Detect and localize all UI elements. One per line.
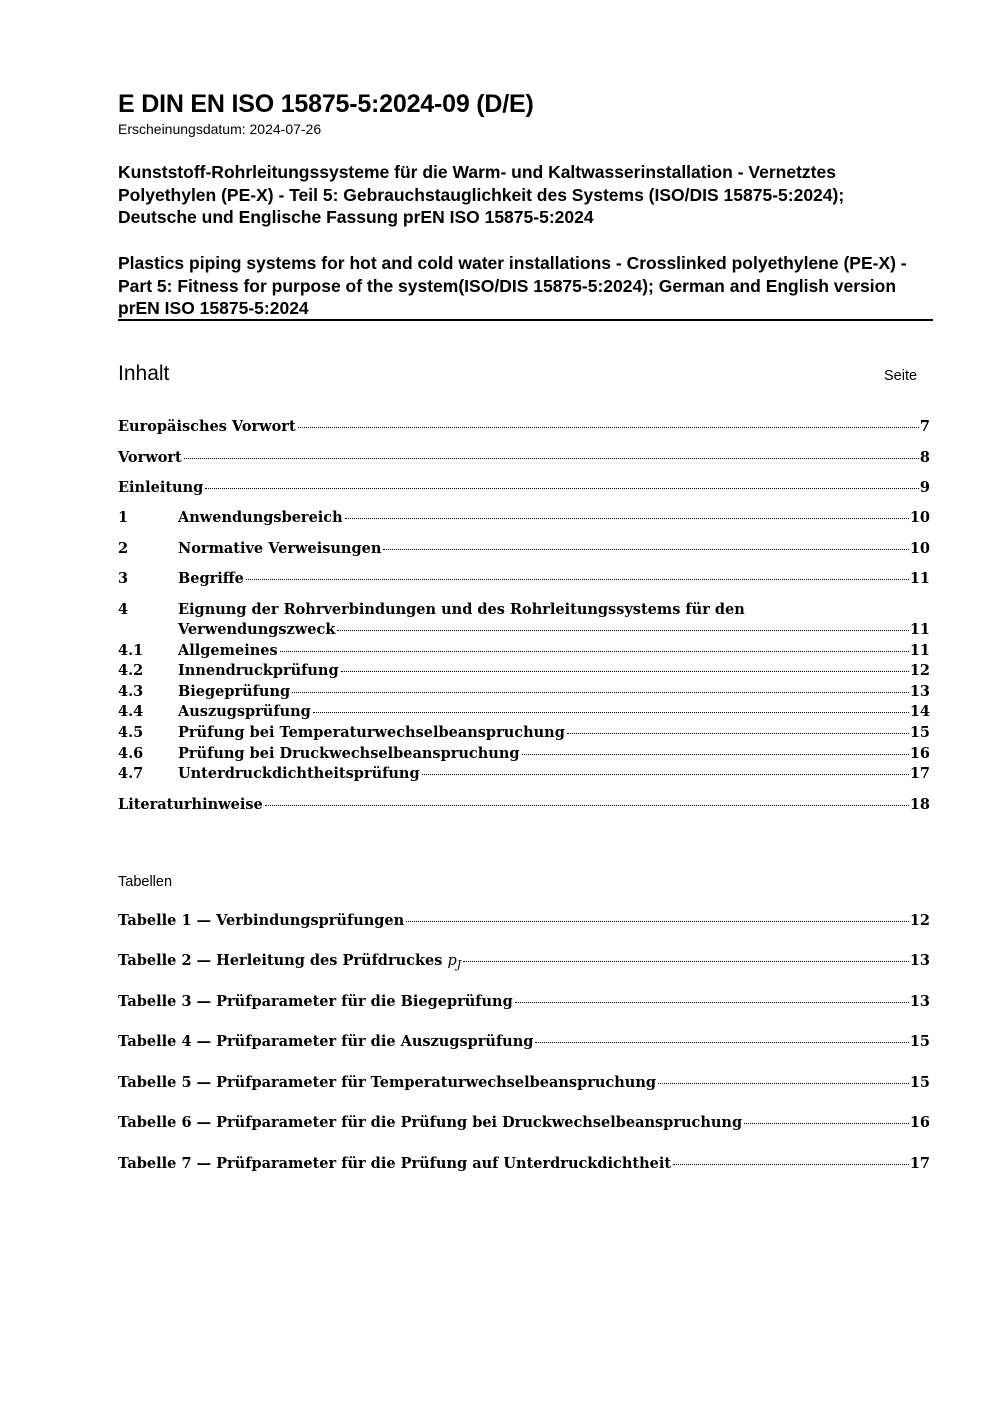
toc-entry-number: 4.7	[118, 765, 144, 782]
toc-entry-page: 15	[909, 724, 930, 741]
toc-entry-label: Auszugsprüfung	[178, 703, 311, 720]
toc-entry-number: 1	[118, 509, 129, 526]
table-entry-label: Tabelle 2 — Herleitung des Prüfdruckes $p_J$	[118, 952, 462, 971]
table-entry[interactable]	[118, 1033, 930, 1053]
title-english: Plastics piping systems for hot and cold water installations - Crosslinked polyethylene (PE-X) - Part 5: Fitness for purpose of the system(ISO/DIS 15875-5:2024); German and English version prEN ISO 15875-5:2024	[118, 253, 907, 318]
toc-entry-page: 12	[909, 662, 930, 679]
toc-entry-label: Eignung der Rohrverbindungen und des Rohrleitungssystems für den	[178, 601, 745, 618]
leader-dots	[265, 804, 909, 806]
tables-heading: Tabellen	[118, 874, 173, 890]
toc-entry-page: 11	[909, 570, 930, 587]
leader-dots	[658, 1082, 909, 1084]
toc-entry-page: 11	[909, 621, 930, 638]
toc-entry[interactable]	[118, 509, 930, 529]
title-divider	[118, 319, 933, 321]
publication-date: Erscheinungsdatum: 2024-07-26	[118, 121, 322, 137]
toc-entry-label: Anwendungsbereich	[178, 509, 343, 526]
toc-entry[interactable]	[118, 418, 930, 438]
toc-entry-label: Einleitung	[118, 479, 204, 496]
toc-entry-number: 4.3	[118, 683, 144, 700]
toc-entry-label: Prüfung bei Temperaturwechselbeanspruchung	[178, 724, 565, 741]
leader-dots	[515, 1001, 909, 1003]
table-entry[interactable]	[118, 1114, 930, 1134]
contents-heading: Inhalt	[118, 362, 170, 385]
table-entry-page: 15	[909, 1074, 930, 1091]
toc-entry-label: Allgemeines	[178, 642, 278, 659]
leader-dots	[280, 650, 909, 652]
toc-entry-page: 7	[919, 418, 930, 435]
toc-entry-page: 10	[909, 509, 930, 526]
table-entry-label: Tabelle 3 — Prüfparameter für die Biegeprüfung	[118, 993, 513, 1010]
leader-dots	[184, 457, 919, 459]
leader-dots	[406, 920, 909, 922]
leader-dots	[567, 732, 909, 734]
toc-entry[interactable]	[118, 765, 930, 785]
toc-entry-label: Normative Verweisungen	[178, 540, 382, 557]
leader-dots	[535, 1041, 908, 1043]
table-entry-page: 13	[909, 952, 930, 969]
leader-dots	[246, 578, 909, 580]
table-entry-page: 15	[909, 1033, 930, 1050]
title-german: Kunststoff-Rohrleitungssysteme für die Warm- und Kaltwasserinstallation - Vernetztes Polyethylen (PE-X) - Teil 5: Gebrauchstauglichkeit des Systems (ISO/DIS 15875-5:2024); Deutsche und Englische Fassung prEN ISO 15875-5:2024	[118, 162, 845, 227]
toc-entry-label: Biegeprüfung	[178, 683, 291, 700]
toc-entry-number: 4	[118, 601, 129, 618]
toc-entry-page: 8	[919, 449, 930, 466]
table-entry[interactable]	[118, 1074, 930, 1094]
toc-entry-number: 4.2	[118, 662, 144, 679]
pressure-symbol: p	[447, 953, 457, 969]
leader-dots	[298, 426, 919, 428]
toc-entry-label: Innendruckprüfung	[178, 662, 339, 679]
toc-entry-page: 14	[909, 703, 930, 720]
toc-entry[interactable]	[118, 540, 930, 560]
toc-entry[interactable]	[118, 796, 930, 816]
toc-entry-label: Begriffe	[178, 570, 244, 587]
toc-entry-number: 4.4	[118, 703, 144, 720]
pressure-symbol-subscript: J	[456, 958, 462, 971]
toc-entry[interactable]	[118, 745, 930, 765]
table-entry-page: 17	[909, 1155, 930, 1172]
table-entry[interactable]	[118, 1155, 930, 1175]
toc-entry[interactable]	[118, 683, 930, 703]
toc-entry-label: Prüfung bei Druckwechselbeanspruchung	[178, 745, 520, 762]
toc-entry-number: 4.5	[118, 724, 144, 741]
toc-entry-number: 2	[118, 540, 129, 557]
toc-entry[interactable]	[118, 449, 930, 469]
toc-entry-label: Verwendungszweck	[178, 621, 336, 638]
document-id: E DIN EN ISO 15875-5:2024-09 (D/E)	[118, 90, 534, 118]
toc-entry[interactable]	[118, 662, 930, 682]
table-entry-label: Tabelle 7 — Prüfparameter für die Prüfung auf Unterdruckdichtheit	[118, 1155, 672, 1172]
toc-entry-page: 17	[909, 765, 930, 782]
toc-entry-number: 4.1	[118, 642, 144, 659]
table-entry[interactable]	[118, 952, 930, 972]
leader-dots	[345, 517, 909, 519]
leader-dots	[205, 487, 919, 489]
table-entry[interactable]	[118, 912, 930, 932]
table-entry[interactable]	[118, 993, 930, 1013]
toc-entry-page: 18	[909, 796, 930, 813]
leader-dots	[463, 960, 909, 962]
table-entry-page: 13	[909, 993, 930, 1010]
toc-entry[interactable]	[118, 479, 930, 499]
toc-entry-label: Vorwort	[118, 449, 182, 466]
table-entry-label: Tabelle 4 — Prüfparameter für die Auszugsprüfung	[118, 1033, 534, 1050]
toc-entry-page: 13	[909, 683, 930, 700]
toc-entry-number: 4.6	[118, 745, 144, 762]
leader-dots	[292, 691, 909, 693]
toc-entry-number: 3	[118, 570, 129, 587]
toc-entry-page: 9	[919, 479, 930, 496]
toc-entry[interactable]	[118, 642, 930, 662]
leader-dots	[744, 1122, 909, 1124]
page-column-label: Seite	[884, 368, 918, 384]
leader-dots	[522, 753, 909, 755]
toc-entry-page: 10	[909, 540, 930, 557]
leader-dots	[337, 629, 908, 631]
table-entry-label: Tabelle 6 — Prüfparameter für die Prüfung bei Druckwechselbeanspruchung	[118, 1114, 743, 1131]
leader-dots	[673, 1163, 909, 1165]
toc-entry-page: 16	[909, 745, 930, 762]
table-entry-page: 12	[909, 912, 930, 929]
toc-entry-continuation[interactable]	[118, 621, 930, 641]
table-entry-label: Tabelle 1 — Verbindungsprüfungen	[118, 912, 405, 929]
toc-entry[interactable]	[118, 570, 930, 590]
toc-entry[interactable]	[118, 724, 930, 744]
toc-entry[interactable]	[118, 703, 930, 723]
leader-dots	[313, 711, 909, 713]
toc-entry-first-line[interactable]	[118, 601, 930, 621]
toc-entry-label: Literaturhinweise	[118, 796, 263, 813]
leader-dots	[341, 670, 909, 672]
table-entry-label: Tabelle 5 — Prüfparameter für Temperaturwechselbeanspruchung	[118, 1074, 657, 1091]
toc-entry-label: Unterdruckdichtheitsprüfung	[178, 765, 420, 782]
toc-entry-label: Europäisches Vorwort	[118, 418, 296, 435]
table-entry-page: 16	[909, 1114, 930, 1131]
toc-entry-page: 11	[909, 642, 930, 659]
leader-dots	[422, 773, 909, 775]
leader-dots	[383, 548, 908, 550]
